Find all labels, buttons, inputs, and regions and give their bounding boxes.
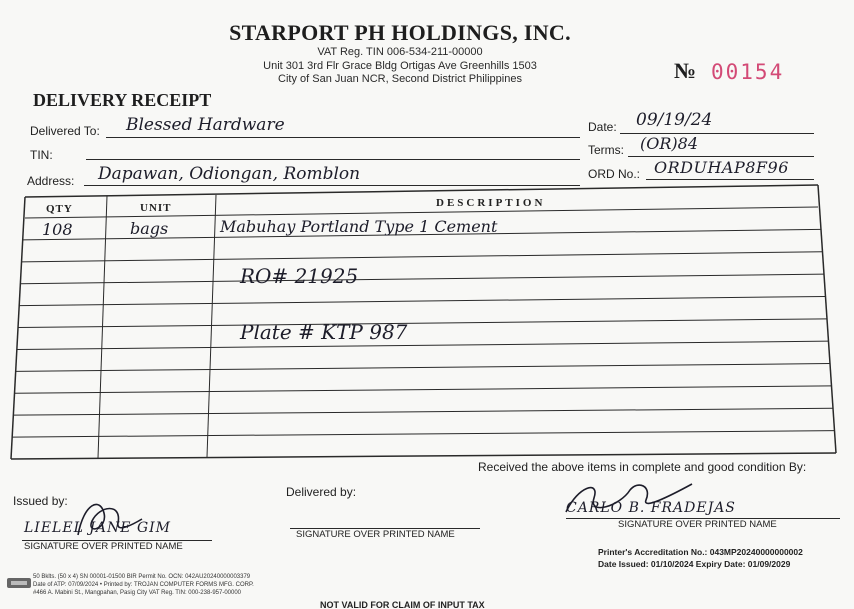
table-row-line <box>16 364 830 372</box>
terms-value: (OR)84 <box>640 134 699 153</box>
printer-info-line2: Date of ATP: 07/09/2024 • Printed by: TROJAN COMPUTER FORMS MFG. CORP. <box>33 582 254 588</box>
date-label: Date: <box>588 120 617 134</box>
received-sig-caption: SIGNATURE OVER PRINTED NAME <box>618 519 777 530</box>
date-issued: Date Issued: 01/10/2024 Expiry Date: 01/09/2029 <box>598 559 791 569</box>
row-description: Plate # KTP 987 <box>240 320 408 344</box>
row-description: RO# 21925 <box>240 264 359 288</box>
receipt-number: 00154 <box>711 60 785 84</box>
table-row-line <box>13 408 833 415</box>
bottom-notice: NOT VALID FOR CLAIM OF INPUT TAX <box>320 600 485 609</box>
printer-accreditation: Printer's Accreditation No.: 043MP20240000000002 <box>598 547 803 557</box>
issued-by-label: Issued by: <box>13 494 68 508</box>
received-by-name: CARLO B. FRADEJAS <box>566 500 736 516</box>
table-row-line <box>17 341 829 349</box>
company-address-line2: City of San Juan NCR, Second District Philippines <box>278 73 522 85</box>
table-row-line <box>12 431 834 437</box>
row-unit: bags <box>130 219 169 238</box>
tin-label: TIN: <box>30 148 53 162</box>
table-row-line <box>18 319 827 328</box>
ord-no-value: ORDUHAP8F96 <box>654 158 789 177</box>
delivered-by-label: Delivered by: <box>286 485 357 499</box>
delivered-sig-caption: SIGNATURE OVER PRINTED NAME <box>296 529 455 540</box>
printer-info-line3: #466 A. Mabini St., Mangpahan, Pasig City VAT Reg. TIN: 000-238-957-00000 <box>33 590 242 596</box>
table-row-line <box>22 252 823 262</box>
document-title: DELIVERY RECEIPT <box>33 90 212 110</box>
row-description: Mabuhay Portland Type 1 Cement <box>220 217 498 236</box>
delivered-to-label: Delivered To: <box>30 124 100 138</box>
date-value: 09/19/24 <box>636 110 713 130</box>
issued-sig-caption: SIGNATURE OVER PRINTED NAME <box>24 541 183 552</box>
company-address-line1: Unit 301 3rd Flr Grace Bldg Ortigas Ave Greenhills 1503 <box>263 60 537 72</box>
receipt-number-label: № <box>674 58 697 83</box>
table-row-line <box>19 296 825 305</box>
column-header-description: DESCRIPTION <box>436 197 546 209</box>
ord-no-label: ORD No.: <box>588 167 641 181</box>
address-value: Dapawan, Odiongan, Romblon <box>98 164 361 184</box>
terms-label: Terms: <box>588 143 624 157</box>
printer-logo-icon <box>6 576 32 590</box>
company-vat: VAT Reg. TIN 006-534-211-00000 <box>317 46 483 58</box>
address-label: Address: <box>27 174 75 188</box>
received-statement: Received the above items in complete and good condition By: <box>478 460 807 474</box>
printer-info-line1: 50 Bklts. (50 x 4) SN 00001-01500 BIR Permit No. OCN: 042AU20240000003379 <box>33 574 251 580</box>
column-header-qty: QTY <box>46 203 73 215</box>
table-row-line <box>20 274 824 284</box>
table-row-line <box>15 386 832 393</box>
row-qty: 108 <box>42 220 73 239</box>
company-name: STARPORT PH HOLDINGS, INC. <box>229 20 571 45</box>
delivered-to-value: Blessed Hardware <box>126 115 285 135</box>
column-header-unit: UNIT <box>140 202 172 214</box>
issued-by-name: LIELEL JANE GIM <box>24 520 172 536</box>
